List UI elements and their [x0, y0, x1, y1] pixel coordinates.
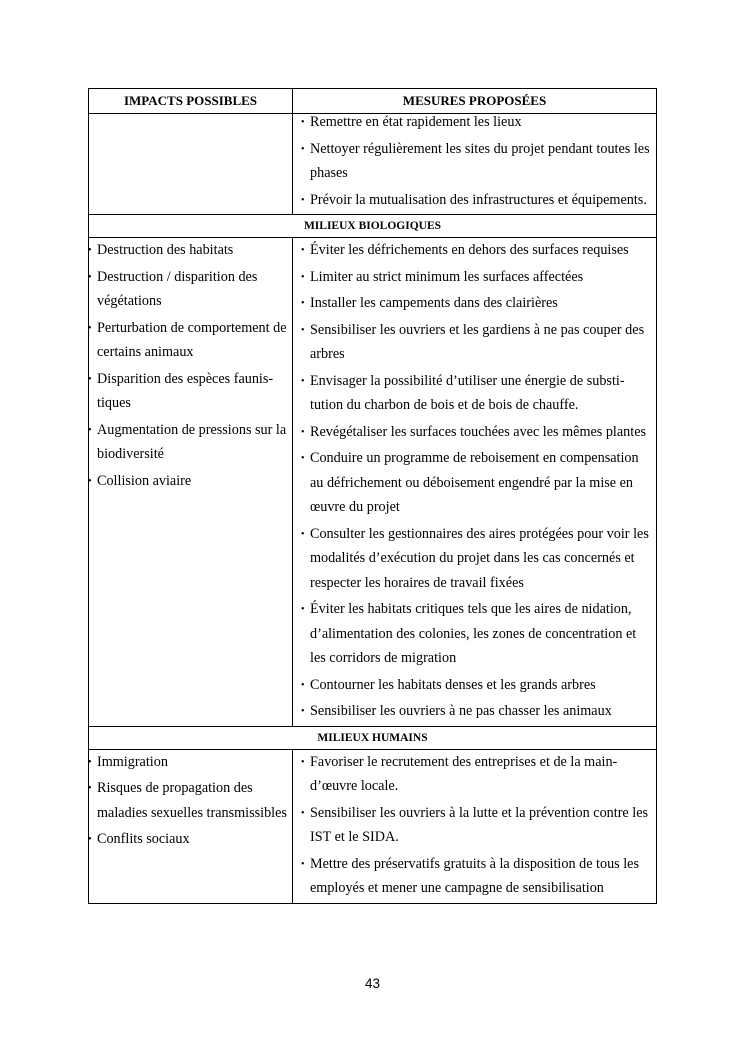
table-row: [89, 749, 657, 903]
list-item: • Conflits sociaux: [89, 827, 292, 852]
list-item: • Envisager la possibilité d’utiliser une énergie de substitution du charbon de bois et de bois de chauffe.: [293, 369, 656, 418]
list-item: • Sensibiliser les ouvriers et les gardiens à ne pas couper des arbres: [293, 318, 656, 367]
list-item: • Augmentation de pressions sur la biodiversité: [89, 418, 292, 467]
mesures-list: [293, 238, 656, 724]
table-row: [89, 114, 657, 215]
list-item: • Destruction des habitats: [89, 238, 292, 263]
table-row: [89, 238, 657, 727]
list-item: • Consulter les gestionnaires des aires protégées pour voir les modalités d’exécution du projet dans les cas concernés et respecter les horaires de travail fixées: [293, 522, 656, 596]
list-item: • Collision aviaire: [89, 469, 292, 494]
list-item: • Mettre des préservatifs gratuits à la disposition de tous les employés et mener une campagne de sensibilisation: [293, 852, 656, 901]
impacts-cell: [89, 238, 293, 727]
impacts-list: [89, 238, 292, 493]
list-item: • Revégétaliser les surfaces touchées avec les mêmes plantes: [293, 420, 656, 445]
section-row: [89, 726, 657, 749]
list-item: • Éviter les habitats critiques tels que les aires de nidation, d’alimentation des colonies, les zones de concentration et les corridors de migration: [293, 597, 656, 671]
page-number: 43: [364, 976, 381, 991]
mesures-cell: [293, 238, 657, 727]
table-body: [89, 114, 657, 904]
list-item: • Installer les campements dans des clairières: [293, 291, 656, 316]
list-item: • Destruction / disparition des végétations: [89, 265, 292, 314]
list-item: • Conduire un programme de reboisement en compensation au défrichement ou déboisement engendré par la mise en œuvre du projet: [293, 446, 656, 520]
list-item: • Sensibiliser les ouvriers à la lutte et la prévention contre les IST et le SIDA.: [293, 801, 656, 850]
list-item: • Nettoyer régulièrement les sites du projet pendant toutes les phases: [293, 137, 656, 186]
header-mesures: MESURES PROPOSÉES: [293, 89, 657, 114]
list-item: • Éviter les défrichements en dehors des surfaces requises: [293, 238, 656, 263]
header-impacts: IMPACTS POSSIBLES: [89, 89, 293, 114]
section-title: MILIEUX HUMAINS: [89, 726, 657, 749]
list-item: • Perturbation de comportement de certains animaux: [89, 316, 292, 365]
list-item: • Favoriser le recrutement des entreprises et de la main-d’œuvre locale.: [293, 750, 656, 799]
impacts-list: [89, 750, 292, 852]
list-item: • Sensibiliser les ouvriers à ne pas chasser les animaux: [293, 699, 656, 724]
section-row: [89, 215, 657, 238]
list-item: • Immigration: [89, 750, 292, 775]
list-item: • Disparition des espèces faunistiques: [89, 367, 292, 416]
mesures-list: [293, 110, 656, 212]
list-item: • Remettre en état rapidement les lieux: [293, 110, 656, 135]
list-item: • Contourner les habitats denses et les grands arbres: [293, 673, 656, 698]
section-title: MILIEUX BIOLOGIQUES: [89, 215, 657, 238]
mesures-list: [293, 750, 656, 901]
list-item: • Risques de propagation des maladies sexuelles transmissibles: [89, 776, 292, 825]
impacts-cell: [89, 749, 293, 903]
list-item: • Limiter au strict minimum les surfaces affectées: [293, 265, 656, 290]
list-item: • Prévoir la mutualisation des infrastructures et équipements.: [293, 188, 656, 213]
measures-table: [88, 88, 657, 904]
mesures-cell: [293, 114, 657, 215]
impacts-cell: [89, 114, 293, 215]
mesures-cell: [293, 749, 657, 903]
